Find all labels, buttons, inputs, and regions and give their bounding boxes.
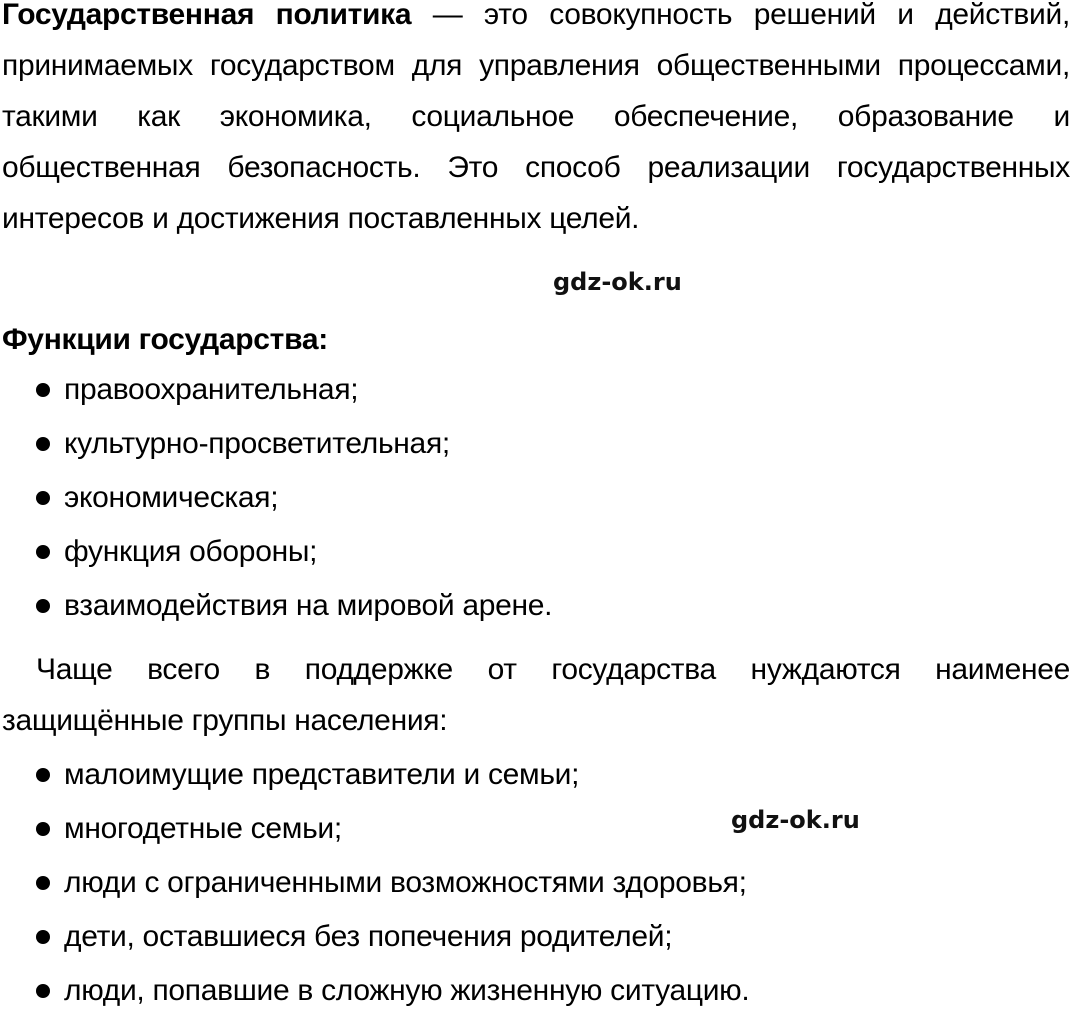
bullet-icon	[36, 768, 50, 782]
bullet-icon	[36, 383, 50, 397]
functions-heading: Функции государства:	[2, 323, 328, 356]
list-item-text: культурно-просветительная;	[64, 427, 450, 460]
list-item-text: функция обороны;	[64, 535, 318, 568]
list-item	[0, 580, 552, 634]
list-item-text: правоохранительная;	[64, 373, 359, 406]
list-item-text: многодетные семьи;	[64, 812, 342, 845]
list-item-text: люди с ограниченными возможностями здоровья;	[64, 866, 747, 899]
functions-list	[0, 364, 552, 634]
definition-term: Государственная политика	[2, 0, 412, 31]
definition-paragraph	[2, 0, 1070, 244]
groups-paragraph: Чаще всего в поддержке от государства нуждаются наименее защищённые группы населения:	[2, 653, 1070, 737]
bullet-icon	[36, 437, 50, 451]
list-item-text: малоимущие представители и семьи;	[64, 758, 580, 791]
list-item	[0, 418, 552, 472]
list-item	[0, 965, 749, 1019]
list-item-text: взаимодействия на мировой арене.	[64, 589, 553, 622]
list-item	[0, 803, 749, 857]
list-item	[0, 857, 749, 911]
definition-text: — это совокупность решений и действий, принимаемых государством для управления общественными процессами, такими как экономика, социальное обеспечение, образование и общественная безопасность. Это способ реализации государственных интересов и достижения поставленных целей.	[2, 0, 1070, 235]
list-item	[0, 749, 749, 803]
bullet-icon	[36, 599, 50, 613]
list-item	[0, 526, 552, 580]
list-item-text: дети, оставшиеся без попечения родителей;	[64, 920, 673, 953]
bullet-icon	[36, 545, 50, 559]
watermark: gdz-ok.ru	[731, 806, 860, 834]
bullet-icon	[36, 491, 50, 505]
list-item-text: экономическая;	[64, 481, 279, 514]
list-item	[0, 472, 552, 526]
groups-list	[0, 749, 749, 1019]
list-item	[0, 911, 749, 965]
bullet-icon	[36, 822, 50, 836]
list-item	[0, 364, 552, 418]
watermark: gdz-ok.ru	[553, 268, 682, 296]
bullet-icon	[36, 876, 50, 890]
list-item-text: люди, попавшие в сложную жизненную ситуацию.	[64, 974, 750, 1007]
bullet-icon	[36, 984, 50, 998]
bullet-icon	[36, 930, 50, 944]
